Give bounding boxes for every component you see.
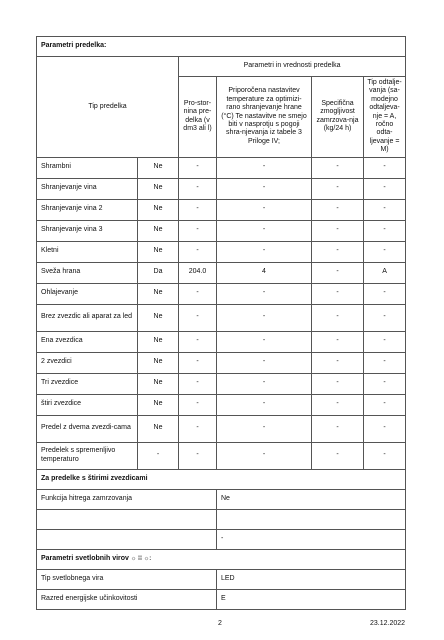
- light-source-row: [37, 589, 406, 609]
- compartment-volume: -: [179, 373, 217, 394]
- header-freezing-capacity: Specifična zmogljivost zamrzova-nja (kg/24 h): [312, 77, 364, 158]
- compartment-name: Ohlajevanje: [37, 283, 138, 304]
- document-date: 23.12.2022: [370, 620, 406, 627]
- section-title-four-star: [37, 469, 406, 489]
- header-compartment-type: Tip predelka: [37, 57, 179, 158]
- compartment-freezing-capacity: -: [312, 415, 364, 442]
- header-defrost-type: Tip odtalje-vanja (sa-modejno odtaljeva-nje = A, ročno odta-ljevanje = M): [364, 77, 406, 158]
- compartment-present: Ne: [138, 199, 179, 220]
- compartment-temperature: 4: [217, 262, 312, 283]
- section-title-four-star-text: Za predelke s štirimi zvezdicami: [41, 474, 148, 482]
- compartment-temperature: -: [217, 331, 312, 352]
- compartment-name: Shranjevanje vina: [37, 178, 138, 199]
- compartment-name: Shranjevanje vina 3: [37, 220, 138, 241]
- compartment-row: [37, 352, 406, 373]
- compartment-name: Shrambni: [37, 157, 138, 178]
- header-parameters-group: Parametri in vrednosti predelka: [179, 57, 406, 77]
- compartment-present: Ne: [138, 352, 179, 373]
- compartment-row: [37, 331, 406, 352]
- compartment-defrost-type: -: [364, 415, 406, 442]
- four-star-row: [37, 509, 406, 529]
- compartment-present: Ne: [138, 331, 179, 352]
- four-star-row: [37, 529, 406, 549]
- compartment-present: Ne: [138, 373, 179, 394]
- four-star-row-value: Ne: [217, 489, 406, 509]
- compartment-row: [37, 241, 406, 262]
- compartment-freezing-capacity: -: [312, 283, 364, 304]
- compartment-temperature: -: [217, 442, 312, 469]
- header-recommended-temperature: Priporočena nastavitev temperature za optimizi-rano shranjevanje hrane (°C) Te nastavitve ne smejo biti v nasprotju s pogoji shra-njevanja iz tabele 3 Priloge IV;: [217, 77, 312, 158]
- compartment-defrost-type: A: [364, 262, 406, 283]
- compartment-freezing-capacity: -: [312, 331, 364, 352]
- compartment-row: [37, 373, 406, 394]
- compartment-freezing-capacity: -: [312, 373, 364, 394]
- compartment-row: [37, 415, 406, 442]
- compartment-temperature: -: [217, 199, 312, 220]
- compartment-defrost-type: -: [364, 283, 406, 304]
- light-source-row-value: E: [217, 589, 406, 609]
- light-source-row-value: LED: [217, 569, 406, 589]
- four-star-row-label: [37, 509, 217, 529]
- compartment-volume: -: [179, 415, 217, 442]
- compartment-name: Predel z dvema zvezdi-cama: [37, 415, 138, 442]
- compartment-defrost-type: -: [364, 352, 406, 373]
- light-source-row-label: Razred energijske učinkovitosti: [37, 589, 217, 609]
- compartment-volume: -: [179, 178, 217, 199]
- compartment-volume: -: [179, 241, 217, 262]
- compartment-defrost-type: -: [364, 394, 406, 415]
- light-source-symbols-icon: ☼ ⁞⁞ ☼:: [130, 555, 152, 562]
- four-star-row-value: [217, 509, 406, 529]
- compartment-present: Ne: [138, 178, 179, 199]
- compartment-defrost-type: -: [364, 157, 406, 178]
- compartment-temperature: -: [217, 373, 312, 394]
- compartment-freezing-capacity: -: [312, 220, 364, 241]
- parameters-table: [36, 36, 406, 610]
- compartment-freezing-capacity: -: [312, 304, 364, 331]
- compartment-temperature: -: [217, 394, 312, 415]
- light-source-row-label: Tip svetlobnega vira: [37, 569, 217, 589]
- section-title-compartments: Parametri predelka:: [37, 37, 406, 57]
- compartment-present: Ne: [138, 283, 179, 304]
- compartment-temperature: -: [217, 304, 312, 331]
- compartment-defrost-type: -: [364, 199, 406, 220]
- compartment-temperature: -: [217, 220, 312, 241]
- compartment-row: [37, 442, 406, 469]
- compartment-freezing-capacity: -: [312, 442, 364, 469]
- compartment-temperature: -: [217, 415, 312, 442]
- compartment-freezing-capacity: -: [312, 157, 364, 178]
- compartment-freezing-capacity: -: [312, 352, 364, 373]
- compartment-defrost-type: -: [364, 331, 406, 352]
- compartment-volume: -: [179, 199, 217, 220]
- compartment-defrost-type: -: [364, 442, 406, 469]
- compartment-name: štiri zvezdice: [37, 394, 138, 415]
- compartment-freezing-capacity: -: [312, 262, 364, 283]
- compartment-freezing-capacity: -: [312, 241, 364, 262]
- compartment-name: Tri zvezdice: [37, 373, 138, 394]
- compartment-defrost-type: -: [364, 178, 406, 199]
- compartment-row: [37, 157, 406, 178]
- four-star-row: [37, 489, 406, 509]
- compartment-volume: -: [179, 304, 217, 331]
- compartment-name: 2 zvezdici: [37, 352, 138, 373]
- compartment-freezing-capacity: -: [312, 394, 364, 415]
- compartment-name: Predelek s spremenljivo temperaturo: [37, 442, 138, 469]
- compartment-temperature: -: [217, 157, 312, 178]
- compartment-volume: -: [179, 331, 217, 352]
- compartment-present: Da: [138, 262, 179, 283]
- compartment-defrost-type: -: [364, 373, 406, 394]
- compartment-volume: -: [179, 220, 217, 241]
- section-title-light-sources-text: Parametri svetlobnih virov: [41, 554, 129, 562]
- compartment-temperature: -: [217, 352, 312, 373]
- compartment-freezing-capacity: -: [312, 199, 364, 220]
- compartment-row: [37, 283, 406, 304]
- compartment-present: -: [138, 442, 179, 469]
- compartment-row: [37, 199, 406, 220]
- compartment-present: Ne: [138, 394, 179, 415]
- compartment-volume: -: [179, 157, 217, 178]
- compartment-name: Shranjevanje vina 2: [37, 199, 138, 220]
- compartment-defrost-type: -: [364, 304, 406, 331]
- compartment-present: Ne: [138, 415, 179, 442]
- header-volume: Pro-stor-nina pre-delka (v dm3 ali l): [179, 77, 217, 158]
- compartment-volume: -: [179, 283, 217, 304]
- compartment-row: [37, 394, 406, 415]
- four-star-row-label: Funkcija hitrega zamrzovanja: [37, 489, 217, 509]
- compartment-row: [37, 178, 406, 199]
- compartment-present: Ne: [138, 304, 179, 331]
- compartment-present: Ne: [138, 157, 179, 178]
- compartment-row: [37, 304, 406, 331]
- compartment-row: [37, 220, 406, 241]
- page-number: 2: [218, 620, 222, 627]
- compartment-freezing-capacity: -: [312, 178, 364, 199]
- compartment-volume: 204.0: [179, 262, 217, 283]
- compartment-volume: -: [179, 394, 217, 415]
- four-star-row-value: -: [217, 529, 406, 549]
- document-page: [36, 36, 405, 610]
- compartment-present: Ne: [138, 220, 179, 241]
- compartment-name: Sveža hrana: [37, 262, 138, 283]
- four-star-row-label: [37, 529, 217, 549]
- compartment-name: Ena zvezdica: [37, 331, 138, 352]
- compartment-temperature: -: [217, 283, 312, 304]
- light-source-row: [37, 569, 406, 589]
- compartment-name: Kletni: [37, 241, 138, 262]
- compartment-defrost-type: -: [364, 220, 406, 241]
- compartment-temperature: -: [217, 178, 312, 199]
- compartment-temperature: -: [217, 241, 312, 262]
- compartment-name: Brez zvezdic ali aparat za led: [37, 304, 138, 331]
- compartment-defrost-type: -: [364, 241, 406, 262]
- compartment-row: [37, 262, 406, 283]
- compartment-present: Ne: [138, 241, 179, 262]
- compartment-volume: -: [179, 352, 217, 373]
- section-title-light-sources: [37, 549, 406, 569]
- compartment-volume: -: [179, 442, 217, 469]
